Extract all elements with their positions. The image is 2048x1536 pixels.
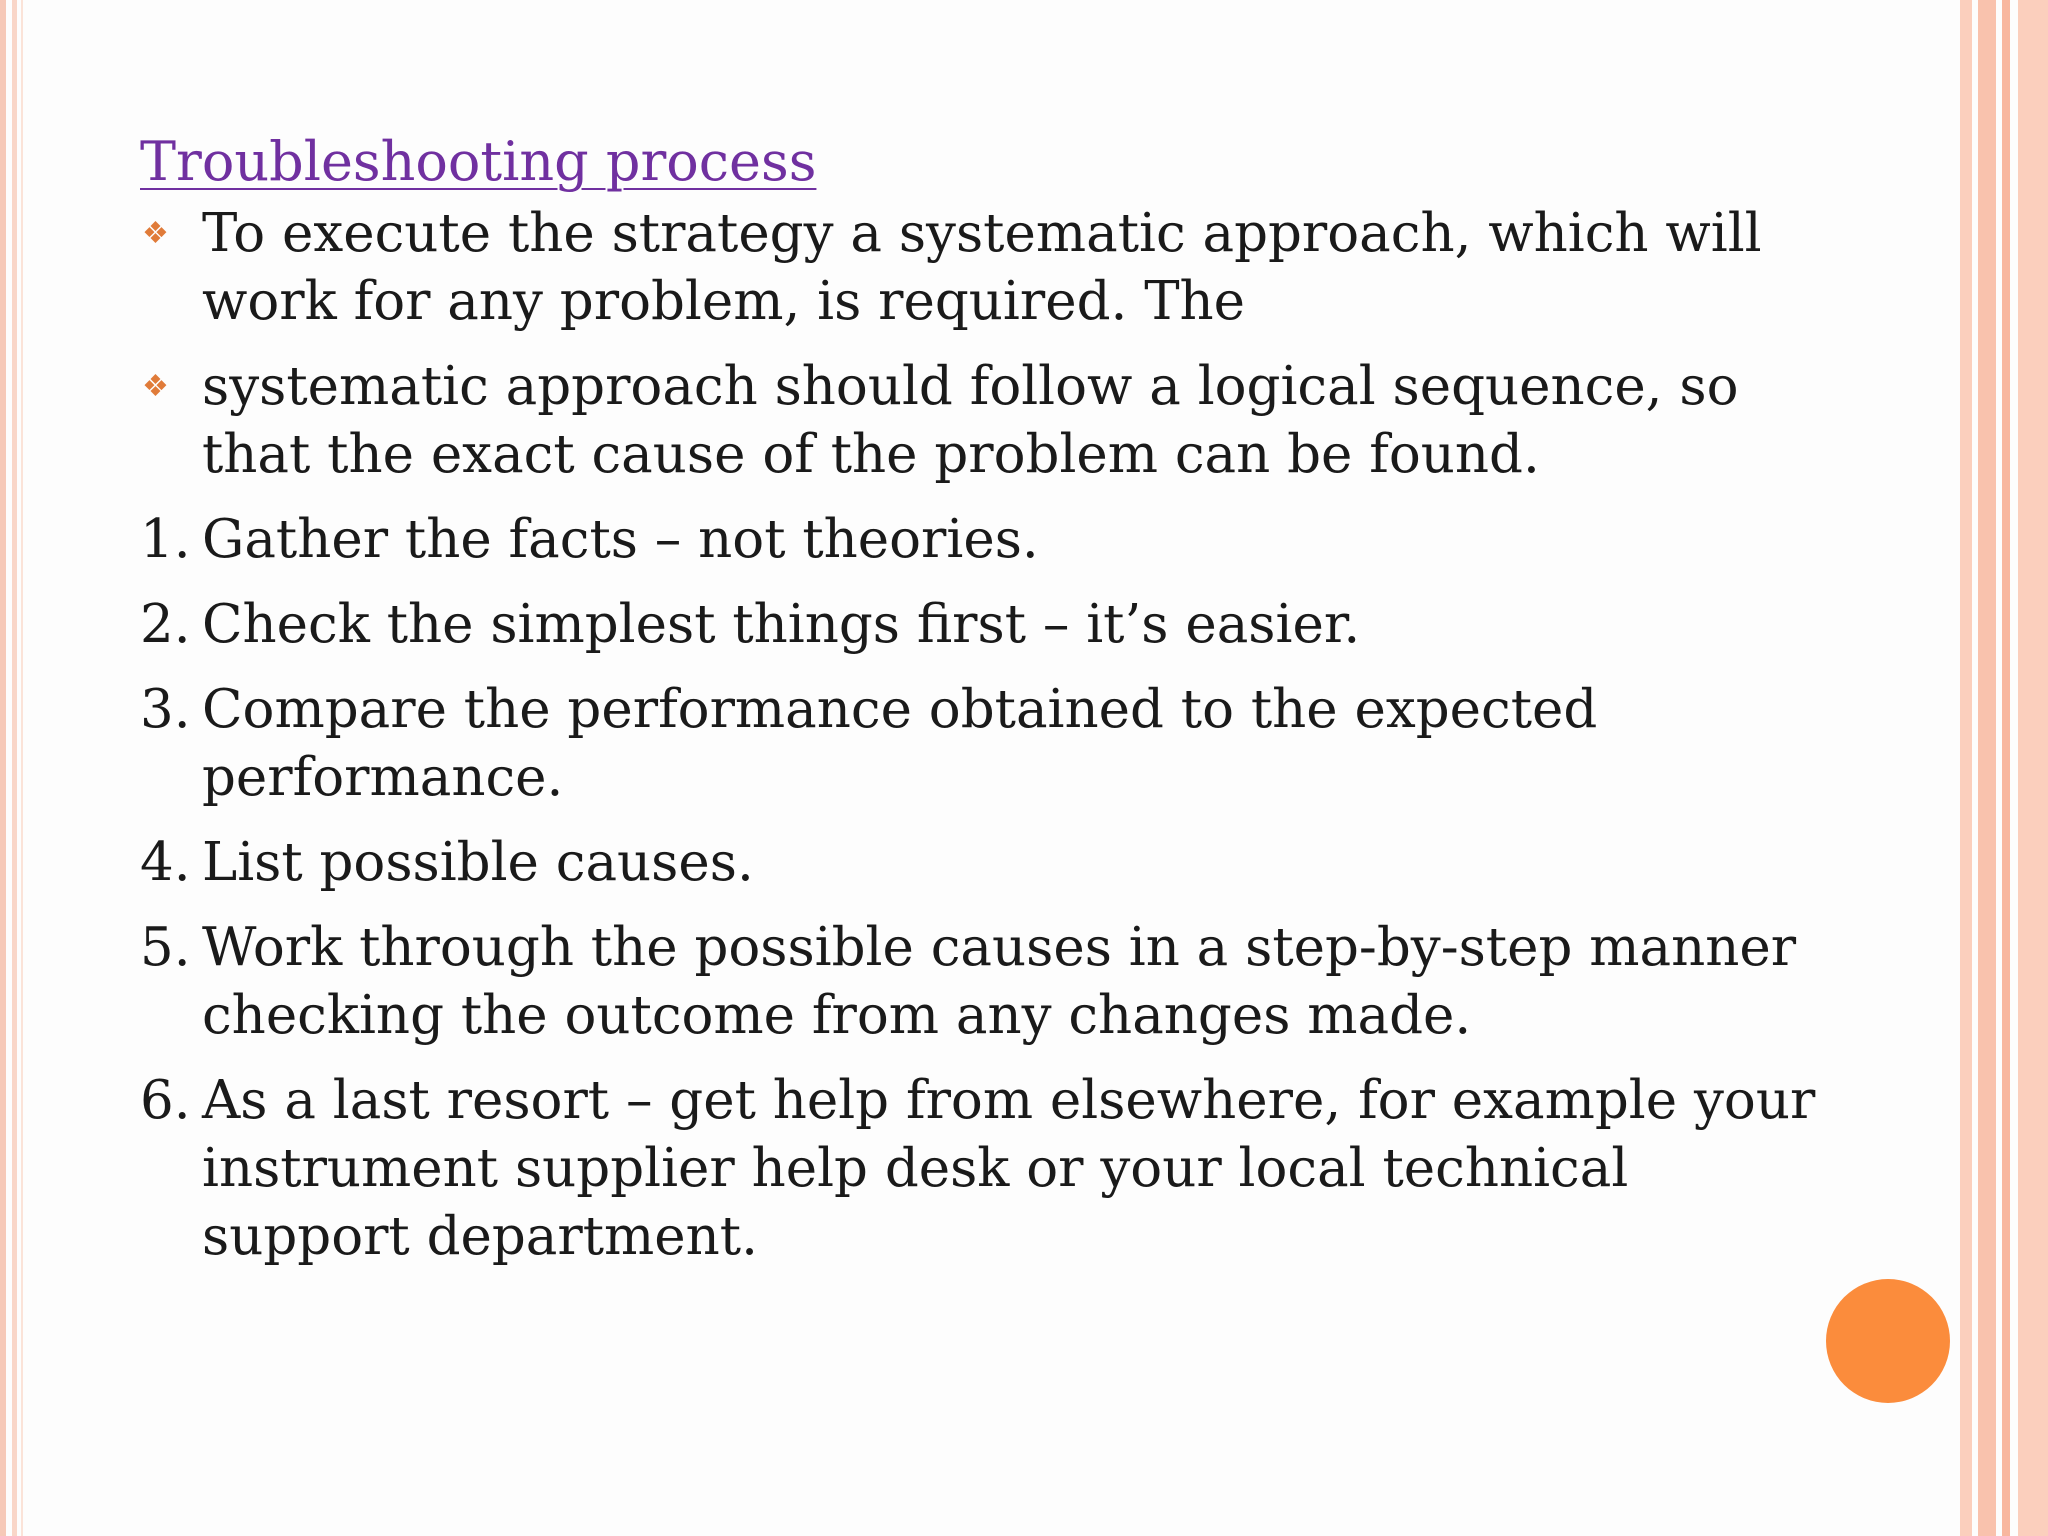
- bullet-item: [140, 353, 1820, 489]
- step-number: 6.: [140, 1070, 191, 1131]
- decorative-circle: [1826, 1279, 1950, 1403]
- step-item: [140, 506, 1820, 574]
- step-number: 5.: [140, 917, 191, 978]
- step-item: [140, 1067, 1820, 1271]
- right-border-stripe: [1978, 0, 1996, 1536]
- step-number: 3.: [140, 679, 191, 740]
- right-border-stripe: [1960, 0, 1972, 1536]
- slide-content: [140, 124, 1820, 1288]
- step-text: Check the simplest things first – it’s easier.: [202, 594, 1361, 655]
- step-item: [140, 591, 1820, 659]
- step-text: List possible causes.: [202, 832, 754, 893]
- step-item: [140, 829, 1820, 897]
- step-text: Gather the facts – not theories.: [202, 509, 1039, 570]
- left-border-line: [0, 0, 6, 1536]
- bullet-item: [140, 200, 1820, 336]
- step-number: 2.: [140, 594, 191, 655]
- bullet-text: To execute the strategy a systematic approach, which will work for any problem, is required. The: [202, 203, 1762, 332]
- diamond-bullet-icon: ❖: [142, 216, 169, 251]
- step-text: Work through the possible causes in a step-by-step manner checking the outcome from any changes made.: [202, 917, 1797, 1046]
- step-number: 4.: [140, 832, 191, 893]
- right-border-stripe: [2002, 0, 2010, 1536]
- slide-title: Troubleshooting process: [140, 130, 817, 193]
- bullet-text: systematic approach should follow a logical sequence, so that the exact cause of the problem can be found.: [202, 356, 1739, 485]
- right-border-stripe: [2018, 0, 2048, 1536]
- diamond-bullet-icon: ❖: [142, 369, 169, 404]
- step-text: As a last resort – get help from elsewhere, for example your instrument supplier help desk or your local technical support department.: [202, 1070, 1816, 1267]
- left-border-line: [21, 0, 23, 1536]
- step-text: Compare the performance obtained to the expected performance.: [202, 679, 1598, 808]
- left-border-line: [12, 0, 17, 1536]
- step-number: 1.: [140, 509, 191, 570]
- step-item: [140, 914, 1820, 1050]
- step-item: [140, 676, 1820, 812]
